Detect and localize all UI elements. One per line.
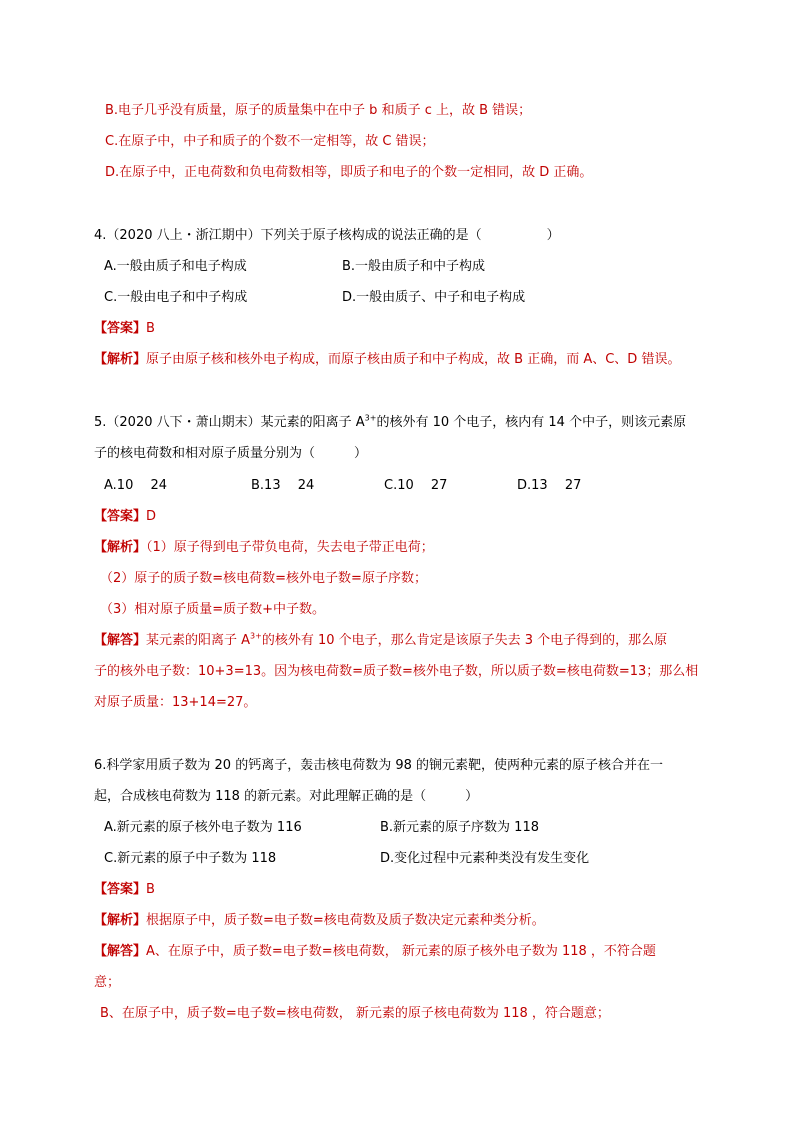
q6-analysis-text: 根据原子中，质子数=电子数=核电荷数及质子数决定元素种类分析。: [146, 913, 545, 928]
q5-analysis-text-2: （2）原子的质子数=核电荷数=核外电子数=原子序数；: [100, 571, 427, 586]
q5-answer: [94, 507, 156, 527]
q5-option-c: C.10 27: [384, 478, 448, 493]
q6-solution-line1: [94, 942, 656, 962]
q4-analysis: [94, 350, 680, 370]
q6-option-a: A.新元素的原子核外电子数为 116: [104, 820, 302, 835]
q5-stem-line2: 子的核电荷数和相对原子质量分别为（ ）: [94, 446, 368, 461]
q5-analysis-text-1: （1）原子得到电子带负电荷，失去电子带正电荷；: [146, 540, 434, 555]
q4-option-a: A.一般由质子和电子构成: [104, 259, 247, 274]
q6-solution-text-1: A、在原子中，质子数=电子数=核电荷数， 新元素的原子核外电子数为 118 ，不符合题: [146, 944, 656, 959]
q6-solution-label: 【解答】: [94, 944, 147, 959]
q6-analysis: [94, 911, 545, 931]
q5-solution-text-1: 某元素的阳离子 $A^{3+}$的核外有 10 个电子，那么肯定是该原子失去 3 个电子得到的，那么原: [146, 631, 668, 648]
q4-answer: [94, 319, 155, 339]
q6-answer: [94, 880, 155, 900]
prev-option-d-explanation: D.在原子中，正电荷数和负电荷数相等，即质子和电子的个数一定相同，故 D 正确。: [105, 165, 593, 180]
q6-solution-text-3: B、在原子中，质子数=电子数=核电荷数， 新元素的原子核电荷数为 118 ，符合题意；: [100, 1006, 610, 1021]
q6-analysis-label: 【解析】: [94, 913, 147, 928]
q4-option-b: B.一般由质子和中子构成: [342, 259, 486, 274]
q5-solution-text-2: 子的核外电子数：10+3=13。因为核电荷数=质子数=核外电子数，所以质子数=核电荷数=13；那么相: [94, 664, 699, 679]
prev-option-c-explanation: C.在原子中，中子和质子的个数不一定相等，故 C 错误；: [105, 134, 435, 149]
q5-answer-value: D: [146, 509, 157, 524]
q6-solution-text-2: 意；: [94, 975, 121, 990]
q4-answer-value: B: [146, 321, 155, 336]
q6-stem-line2: 起，合成核电荷数为 118 的新元素。对此理解正确的是（ ）: [94, 789, 479, 804]
q5-stem-line1: 5.（2020 八下・萧山期末）某元素的阳离子 $A^{3+}$的核外有 10 个电子，核内有 14 个中子，则该元素原: [94, 413, 687, 430]
q5-solution-text-3: 对原子质量：13+14=27。: [94, 695, 257, 710]
q5-option-d: D.13 27: [517, 478, 582, 493]
q4-option-d: D.一般由质子、中子和电子构成: [342, 290, 526, 305]
q4-option-c: C.一般由电子和中子构成: [104, 290, 248, 305]
q5-option-a: A.10 24: [104, 478, 168, 493]
q6-answer-value: B: [146, 882, 155, 897]
q4-answer-label: 【答案】: [94, 321, 147, 336]
q6-answer-label: 【答案】: [94, 882, 147, 897]
q5-answer-label: 【答案】: [94, 509, 147, 524]
q4-stem: 4.（2020 八上・浙江期中）下列关于原子核构成的说法正确的是（ ）: [94, 228, 560, 243]
q6-option-c: C.新元素的原子中子数为 118: [104, 851, 277, 866]
q5-analysis-label: 【解析】: [94, 540, 147, 555]
q6-option-d: D.变化过程中元素种类没有发生变化: [380, 851, 590, 866]
q4-analysis-text: 原子由原子核和核外电子构成，而原子核由质子和中子构成，故 B 正确，而 A、C、D 错误。: [146, 352, 681, 367]
q6-stem-line1: 6.科学家用质子数为 20 的钙离子，轰击核电荷数为 98 的锎元素靶，使两种元素的原子核合并在一: [94, 758, 664, 773]
q5-analysis-text-3: （3）相对原子质量=质子数+中子数。: [100, 602, 326, 617]
prev-option-b-explanation: B.电子几乎没有质量，原子的质量集中在中子 b 和质子 c 上，故 B 错误；: [105, 103, 532, 118]
q5-option-b: B.13 24: [251, 478, 315, 493]
q4-analysis-label: 【解析】: [94, 352, 147, 367]
q5-solution-label: 【解答】: [94, 633, 147, 648]
q6-option-b: B.新元素的原子序数为 118: [380, 820, 539, 835]
q5-solution-line1: [94, 631, 667, 651]
q5-analysis-line1: [94, 538, 434, 558]
